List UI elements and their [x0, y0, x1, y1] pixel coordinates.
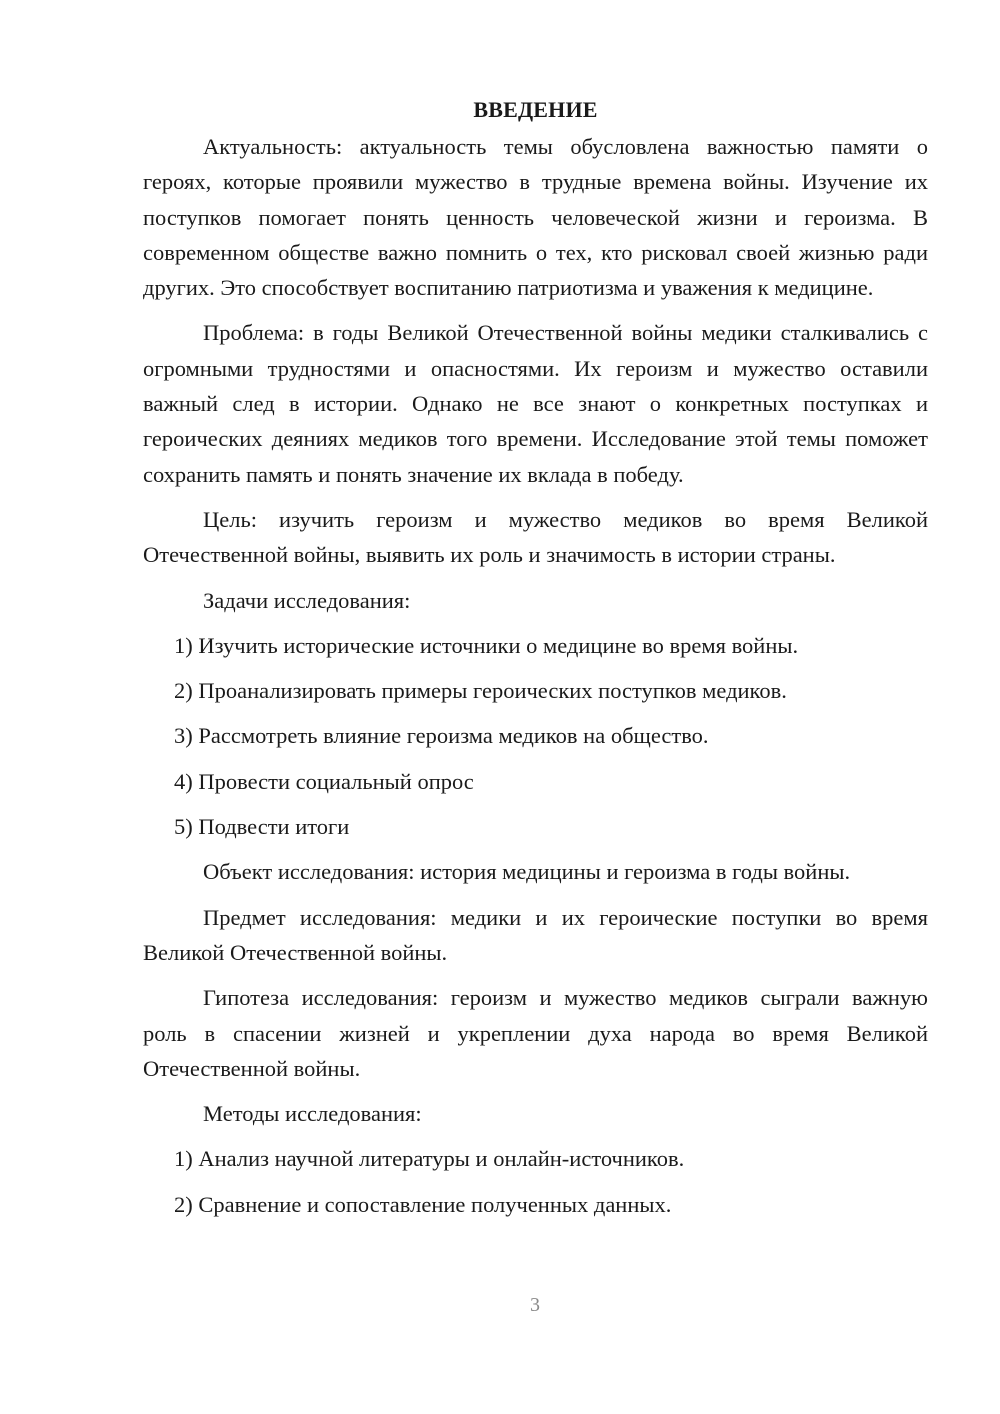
methods-heading: Методы исследования: — [203, 1101, 422, 1127]
tasks-heading: Задачи исследования: — [203, 587, 411, 613]
list-item: 2) Сравнение и сопоставление полученных данных. — [174, 1191, 672, 1217]
list-item: 1) Изучить исторические источники о медицине во время войны. — [174, 632, 799, 658]
relevance-paragraph: Актуальность: актуальность темы обусловлена важностью памяти о героях, которые проявили мужество в трудные времена войны. Изучение их поступков помогает понять ценность человеческой жизни и героизма. В современном обществе важно помнить о тех, кто рисковал своей жизнью ради других. Это способствует воспитанию патриотизма и уважения к медицине. — [143, 134, 928, 301]
subject-paragraph: Предмет исследования: медики и их героические поступки во время Великой Отечественной войны. — [143, 904, 928, 965]
section-title: ВВЕДЕНИЕ — [473, 97, 598, 122]
list-item: 2) Проанализировать примеры героических поступков медиков. — [174, 678, 787, 704]
methods-list — [143, 1141, 928, 1222]
document-page — [143, 92, 928, 1232]
list-item: 3) Рассмотреть влияние героизма медиков на общество. — [174, 723, 709, 749]
object-paragraph: Объект исследования: история медицины и героизма в годы войны. — [203, 859, 851, 885]
hypothesis-paragraph: Гипотеза исследования: героизм и мужество медиков сыграли важную роль в спасении жизней и укреплении духа народа во время Великой Отечественной войны. — [143, 985, 928, 1081]
list-item: 1) Анализ научной литературы и онлайн-источников. — [174, 1146, 685, 1172]
list-item: 5) Подвести итоги — [174, 814, 350, 840]
page-number: 3 — [530, 1294, 540, 1316]
problem-paragraph: Проблема: в годы Великой Отечественной войны медики сталкивались с огромными трудностями и опасностями. Их героизм и мужество оставили важный след в истории. Однако не все знают о конкретных поступках и героических деяниях медиков того времени. Исследование этой темы поможет сохранить память и понять значение их вклада в победу. — [143, 320, 928, 487]
tasks-list — [143, 628, 928, 844]
list-item: 4) Провести социальный опрос — [174, 768, 474, 794]
goal-paragraph: Цель: изучить героизм и мужество медиков во время Великой Отечественной войны, выявить их роль и значимость в истории страны. — [143, 506, 928, 568]
